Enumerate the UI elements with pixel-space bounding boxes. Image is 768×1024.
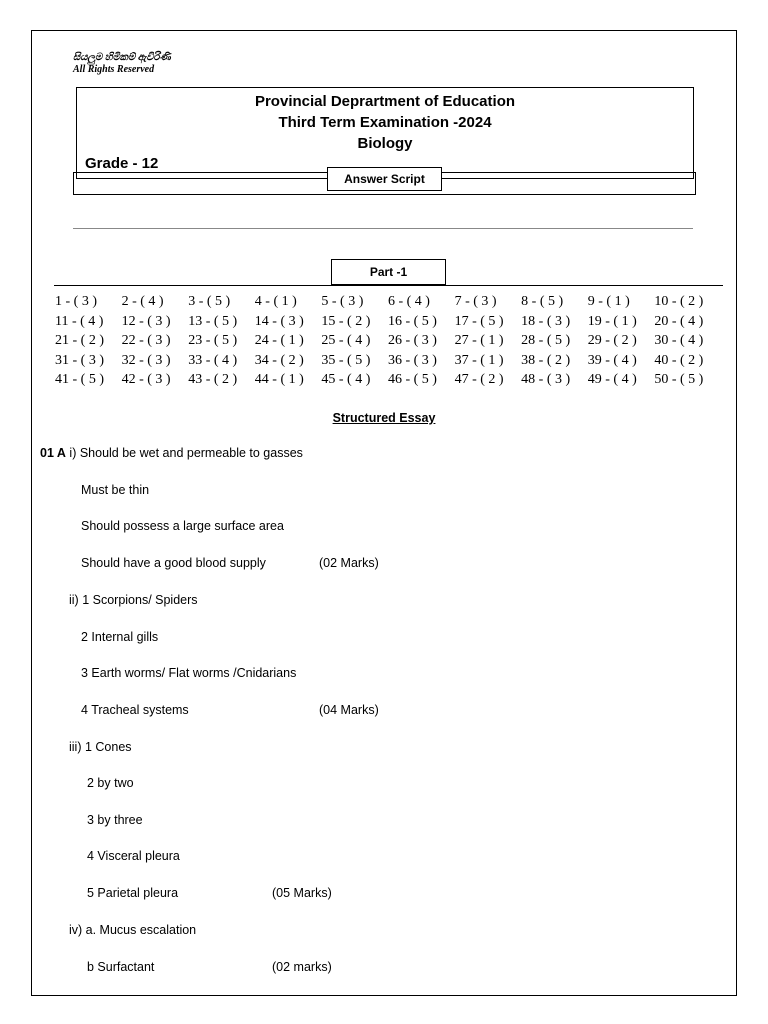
q1a-iii-answer-1: iii) 1 Cones (69, 740, 132, 754)
q1a-i-answer-2: Must be thin (81, 483, 150, 497)
mcq-answer: 18 - ( 3 ) (521, 313, 571, 329)
mcq-answer: 2 - ( 4 ) (121, 294, 164, 309)
mcq-answer: 3 - ( 5 ) (188, 294, 231, 309)
mcq-answer: 46 - ( 5 ) (387, 372, 437, 387)
mcq-answer: 34 - ( 2 ) (254, 352, 304, 368)
mcq-answer: 26 - ( 3 ) (387, 333, 437, 348)
q1a-ii-answer-1: ii) 1 Scorpions/ Spiders (69, 593, 198, 607)
mcq-answer-grid (55, 292, 721, 390)
mcq-row (55, 351, 721, 371)
mcq-answer: 35 - ( 5 ) (321, 352, 371, 368)
mcq-answer: 38 - ( 2 ) (521, 352, 571, 368)
mcq-answer: 39 - ( 4 ) (587, 352, 637, 368)
mcq-answer: 30 - ( 4 ) (654, 333, 704, 348)
mcq-row (55, 331, 721, 351)
q1a-iv-answer-b: b Surfactant (87, 960, 155, 974)
mcq-answer: 48 - ( 3 ) (521, 372, 571, 387)
mcq-answer: 28 - ( 5 ) (521, 333, 571, 348)
q1a-iii-answer-2: 2 by two (87, 776, 134, 790)
answer-script-label: Answer Script (327, 167, 442, 191)
mcq-answer: 13 - ( 5 ) (188, 313, 238, 329)
subject-title: Biology (357, 135, 413, 152)
part-1-rule (54, 285, 723, 286)
question-number: 01 A (40, 446, 66, 460)
mcq-answer: 33 - ( 4 ) (188, 352, 238, 368)
rights-reserved: All Rights Reserved (73, 64, 155, 75)
mcq-answer: 19 - ( 1 ) (587, 313, 637, 329)
mcq-answer: 20 - ( 4 ) (654, 313, 704, 329)
mcq-answer: 4 - ( 1 ) (254, 294, 297, 309)
q1a-ii-answer-2: 2 Internal gills (81, 630, 159, 644)
mcq-row (55, 370, 721, 390)
mcq-answer: 11 - ( 4 ) (55, 313, 104, 329)
mcq-answer: 50 - ( 5 ) (654, 372, 704, 387)
q1a-iv-marks: (02 marks) (272, 960, 332, 974)
mcq-answer: 9 - ( 1 ) (587, 294, 630, 309)
q1a-iii-marks: (05 Marks) (272, 886, 332, 900)
mcq-answer: 37 - ( 1 ) (454, 352, 504, 368)
mcq-row (55, 312, 721, 332)
mcq-answer: 49 - ( 4 ) (587, 372, 637, 387)
q1a-iii-answer-3: 3 by three (87, 813, 143, 827)
q1a-iii-answer-5: 5 Parietal pleura (87, 886, 179, 900)
q1a-ii-marks: (04 Marks) (319, 703, 379, 717)
mcq-answer: 44 - ( 1 ) (254, 372, 304, 387)
q1a-iv-answer-a: iv) a. Mucus escalation (69, 923, 197, 937)
q1a-i-marks: (02 Marks) (319, 556, 379, 570)
q1a-ii-answer-3: 3 Earth worms/ Flat worms /Cnidarians (81, 666, 297, 680)
mcq-answer: 7 - ( 3 ) (454, 294, 497, 309)
mcq-answer: 1 - ( 3 ) (55, 294, 97, 309)
exam-title: Third Term Examination -2024 (278, 114, 492, 131)
mcq-answer: 45 - ( 4 ) (321, 372, 371, 387)
mcq-answer: 10 - ( 2 ) (654, 294, 704, 309)
mcq-answer: 40 - ( 2 ) (654, 352, 704, 368)
grade-label: Grade - 12 (85, 155, 159, 172)
header-box (76, 87, 694, 179)
q1a-i-answer-1: i) Should be wet and permeable to gasses (65, 446, 303, 460)
q1a-i-line-1 (40, 446, 303, 460)
part-1-title: Part -1 (331, 259, 446, 285)
mcq-answer: 21 - ( 2 ) (55, 333, 104, 348)
mcq-answer: 29 - ( 2 ) (587, 333, 637, 348)
mcq-answer: 17 - ( 5 ) (454, 313, 504, 329)
divider (73, 228, 693, 229)
mcq-answer: 31 - ( 3 ) (55, 352, 104, 368)
mcq-answer: 5 - ( 3 ) (321, 294, 364, 309)
mcq-answer: 8 - ( 5 ) (521, 294, 564, 309)
mcq-answer: 23 - ( 5 ) (188, 333, 238, 348)
q1a-iii-answer-4: 4 Visceral pleura (87, 849, 180, 863)
mcq-answer: 6 - ( 4 ) (387, 294, 430, 309)
mcq-row (55, 292, 721, 312)
q1a-ii-answer-4: 4 Tracheal systems (81, 703, 189, 717)
mcq-answer: 27 - ( 1 ) (454, 333, 504, 348)
structured-essay-title: Structured Essay (332, 411, 436, 425)
mcq-answer: 32 - ( 3 ) (121, 352, 171, 368)
mcq-answer: 16 - ( 5 ) (387, 313, 437, 329)
mcq-answer: 22 - ( 3 ) (121, 333, 171, 348)
mcq-answer: 42 - ( 3 ) (121, 372, 171, 387)
q1a-i-answer-4: Should have a good blood supply (81, 556, 266, 570)
mcq-answer: 14 - ( 3 ) (254, 313, 304, 329)
mcq-answer: 12 - ( 3 ) (121, 313, 171, 329)
mcq-answer: 36 - ( 3 ) (387, 352, 437, 368)
mcq-answer: 43 - ( 2 ) (188, 372, 238, 387)
q1a-i-answer-3: Should possess a large surface area (81, 519, 284, 533)
mcq-answer: 15 - ( 2 ) (321, 313, 371, 329)
mcq-answer: 24 - ( 1 ) (254, 333, 304, 348)
department-title: Provincial Deprartment of Education (254, 93, 516, 110)
mcq-answer: 25 - ( 4 ) (321, 333, 371, 348)
mcq-answer: 41 - ( 5 ) (55, 372, 104, 387)
mcq-answer: 47 - ( 2 ) (454, 372, 504, 387)
sinhala-rights-notice: සියලුම හිමිකම් ඇවිරිණි (73, 52, 171, 63)
